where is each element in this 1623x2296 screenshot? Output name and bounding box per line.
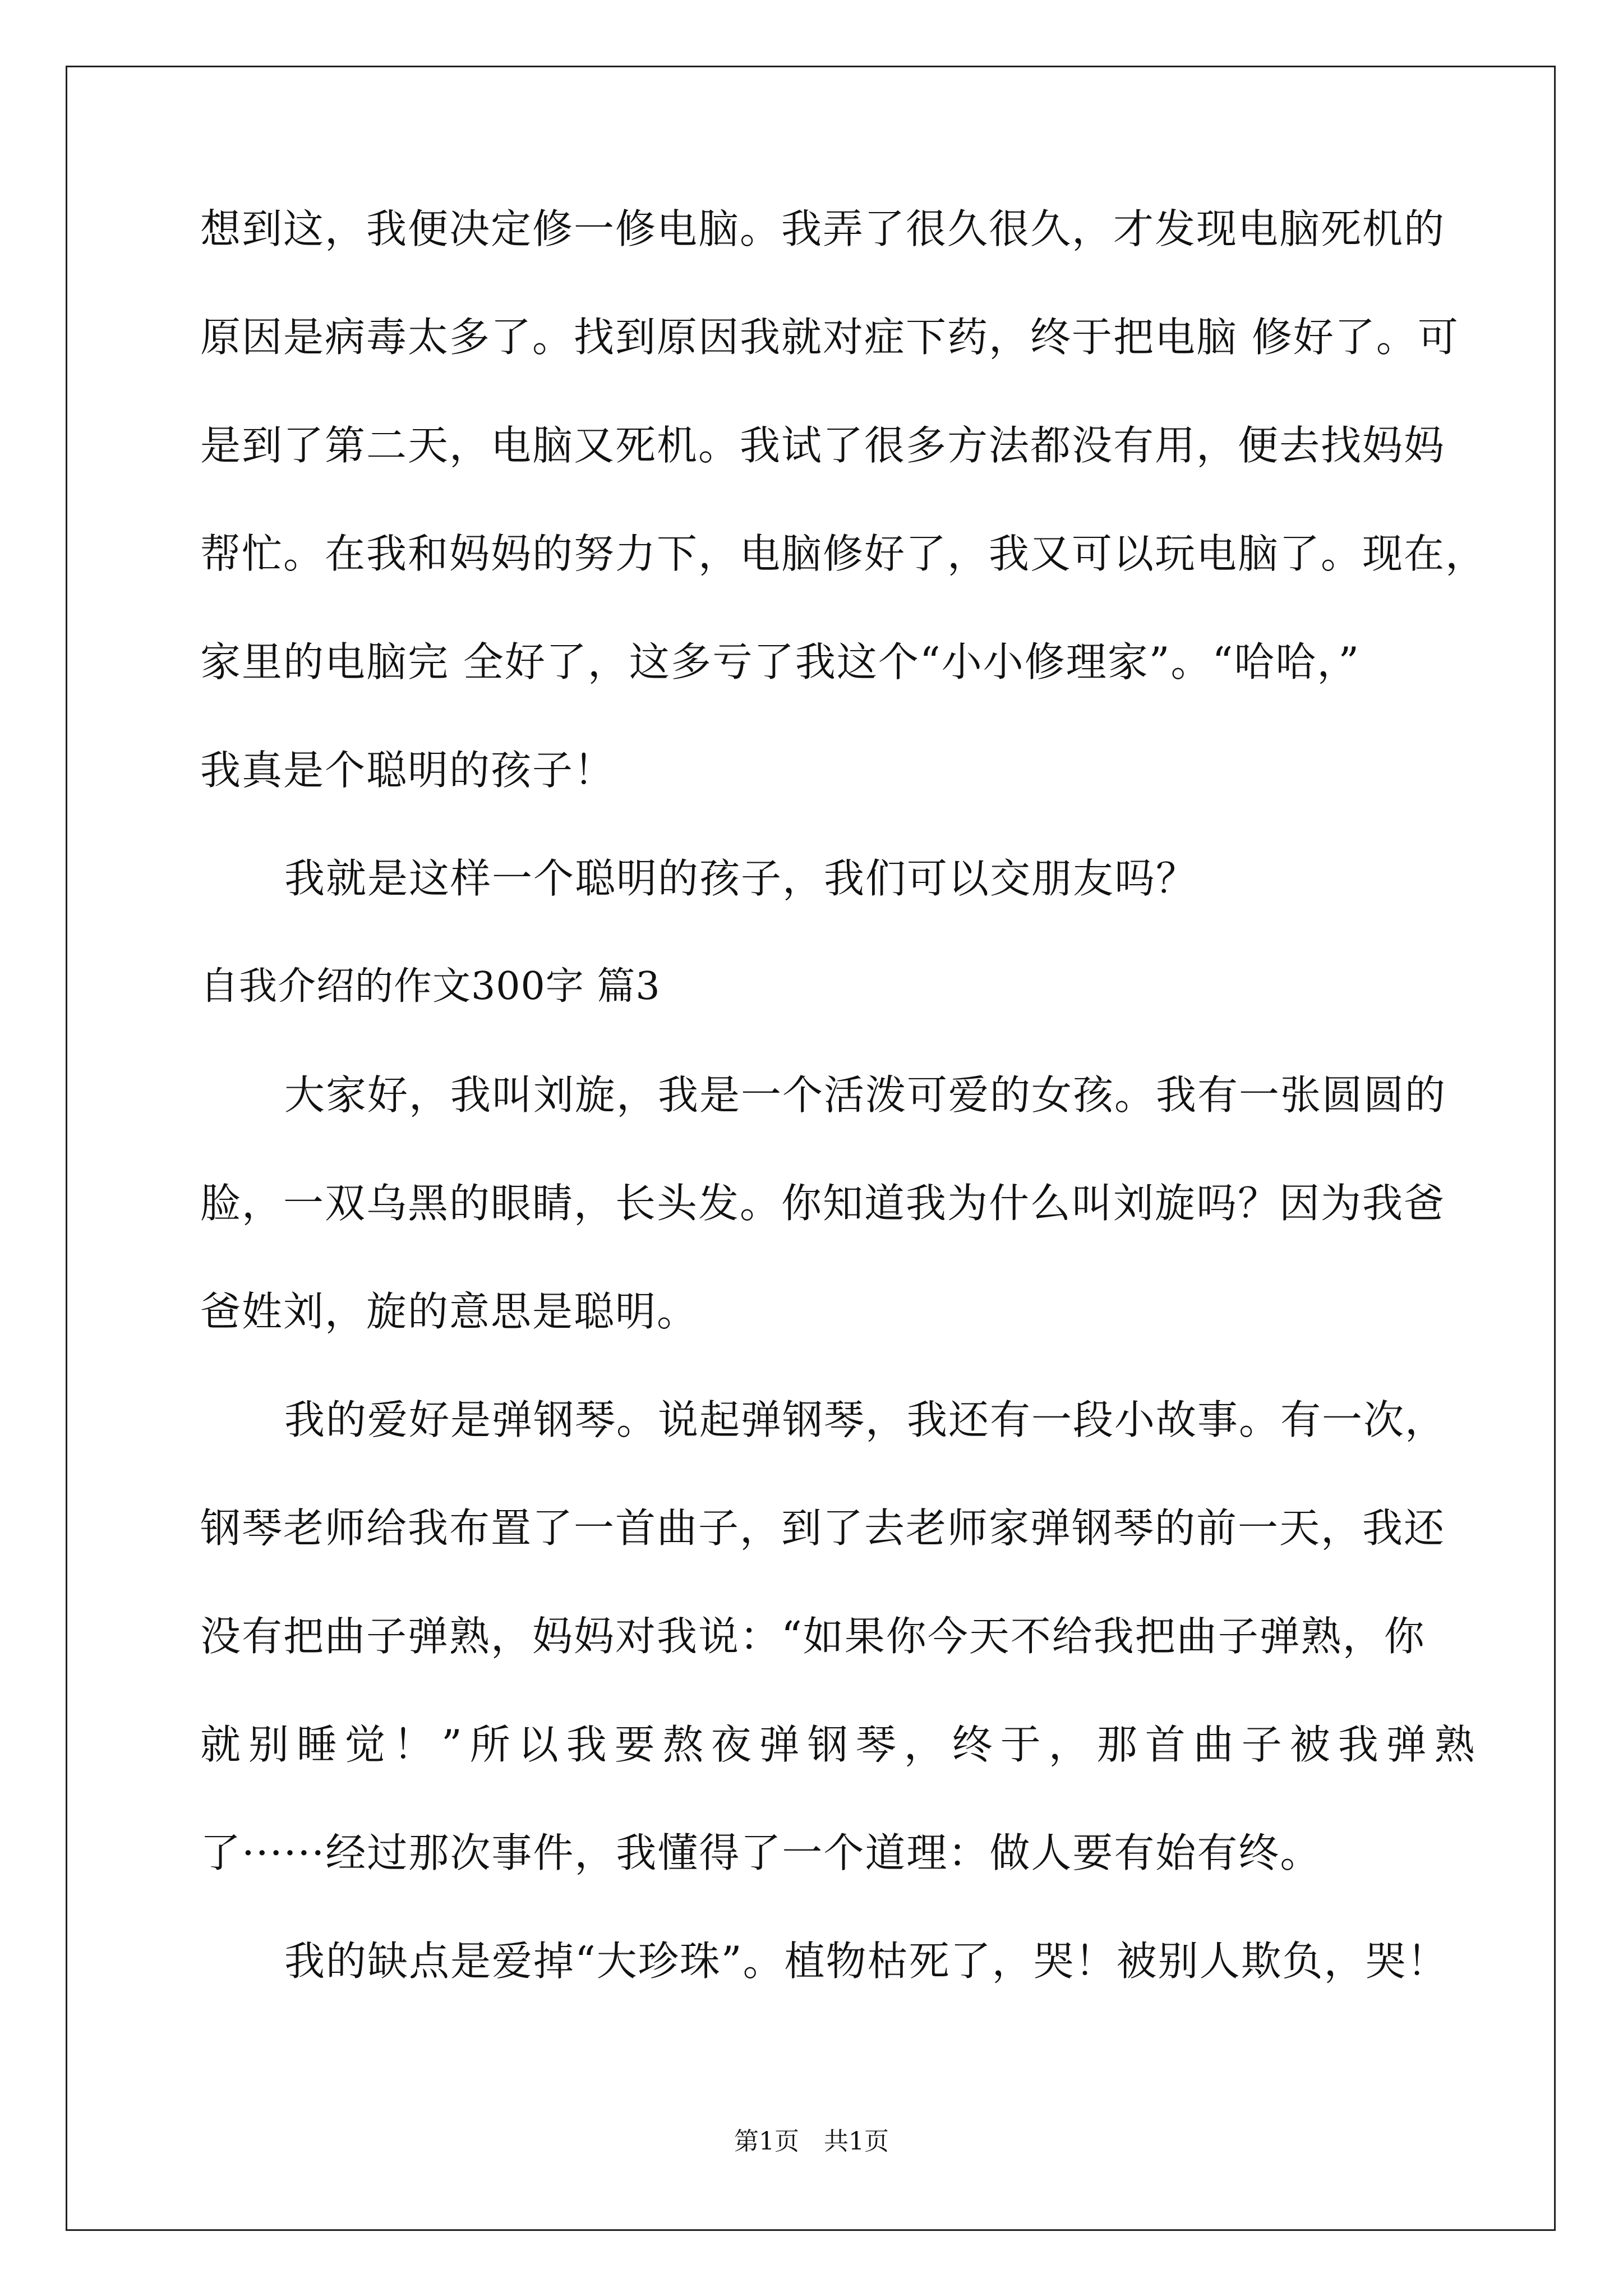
- section-heading: 自我介绍的作文300字 篇3: [200, 964, 661, 1009]
- text-line: 了······经过那次事件，我懂得了一个道理：做人要有始有终。: [200, 1829, 1322, 1876]
- text-line: 就别睡觉！”所以我要熬夜弹钢琴，终于，那首曲子被我弹熟: [200, 1721, 1483, 1768]
- page-number: 第1页 共1页: [734, 2127, 889, 2156]
- text-line: 爸姓刘，旋的意思是聪明。: [200, 1288, 699, 1335]
- text-line: 没有把曲子弹熟，妈妈对我说：“如果你今天不给我把曲子弹熟，你: [200, 1613, 1426, 1660]
- text-line: 我就是这样一个聪明的孩子，我们可以交朋友吗？: [284, 855, 1198, 902]
- text-line: 帮忙。在我和妈妈的努力下，电脑修好了，我又可以玩电脑了。现在，: [200, 530, 1487, 577]
- text-line: 家里的电脑完 全好了，这多亏了我这个“小小修理家”。“哈哈，”: [200, 638, 1361, 685]
- text-line: 钢琴老师给我布置了一首曲子，到了去老师家弹钢琴的前一天，我还: [200, 1504, 1446, 1552]
- text-line: 我的爱好是弹钢琴。说起弹钢琴，我还有一段小故事。有一次，: [284, 1396, 1447, 1443]
- text-line: 原因是病毒太多了。找到原因我就对症下药，终于把电脑 修好了。可: [200, 314, 1459, 361]
- text-line: 是到了第二天，电脑又死机。我试了很多方法都没有用，便去找妈妈: [200, 422, 1446, 469]
- text-line: 我的缺点是爱掉“大珍珠”。植物枯死了，哭！被别人欺负，哭！: [284, 1938, 1449, 1985]
- text-line: 脸，一双乌黑的眼睛，长头发。你知道我为什么叫刘旋吗？因为我爸: [200, 1180, 1446, 1227]
- text-line: 大家好，我叫刘旋，我是一个活泼可爱的女孩。我有一张圆圆的: [284, 1071, 1447, 1119]
- page-border: [66, 66, 1556, 2231]
- text-line: 想到这，我便决定修一修电脑。我弄了很久很久，才发现电脑死机的: [200, 205, 1446, 252]
- text-line: 我真是个聪明的孩子！: [200, 747, 616, 794]
